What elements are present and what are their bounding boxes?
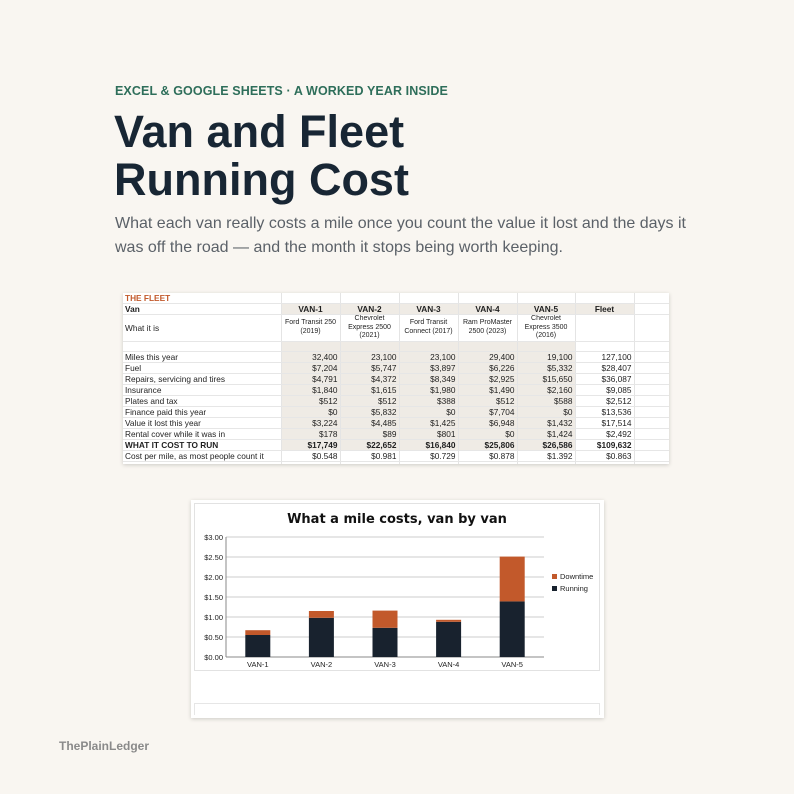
table-row: [123, 351, 669, 362]
value-cell[interactable]: $388: [399, 395, 458, 406]
value-cell[interactable]: $0: [281, 406, 340, 417]
sheet-cell[interactable]: [575, 341, 634, 351]
column-header[interactable]: Fleet: [575, 304, 634, 315]
column-header[interactable]: VAN-3: [399, 304, 458, 315]
value-cell[interactable]: $1,840: [281, 384, 340, 395]
per-mile-cell[interactable]: $1.392: [517, 450, 575, 461]
sheet-cell[interactable]: [634, 450, 669, 461]
row-label[interactable]: What it is: [123, 315, 281, 342]
value-cell[interactable]: $7,204: [281, 362, 340, 373]
legend-label-downtime: Downtime: [560, 572, 594, 581]
sheet-cell[interactable]: [123, 461, 281, 464]
y-tick-label: $0.50: [204, 633, 223, 642]
table-row: [123, 417, 669, 428]
blank-row: [123, 341, 669, 351]
value-cell[interactable]: $8,349: [399, 373, 458, 384]
sheet-cell[interactable]: [281, 341, 340, 351]
fleet-spreadsheet[interactable]: [123, 293, 669, 464]
value-cell[interactable]: $1,432: [517, 417, 575, 428]
value-cell[interactable]: 23,100: [399, 351, 458, 362]
sheet-cell[interactable]: [281, 461, 340, 464]
value-cell[interactable]: $3,897: [399, 362, 458, 373]
section-title[interactable]: THE FLEET: [123, 293, 281, 304]
what-row: [123, 315, 669, 342]
cost-per-mile-chart: [195, 504, 601, 672]
sheet-cell[interactable]: [634, 395, 669, 406]
bar-downtime-van-2: [309, 611, 334, 618]
x-tick-label: VAN-2: [310, 660, 333, 669]
row-label[interactable]: Finance paid this year: [123, 406, 281, 417]
title-line-2: Running Cost: [114, 154, 409, 205]
y-tick-label: $1.00: [204, 613, 223, 622]
table-row: [123, 384, 669, 395]
bar-downtime-van-4: [436, 620, 461, 622]
total-cell[interactable]: $26,586: [517, 439, 575, 450]
sheet-cell[interactable]: [634, 351, 669, 362]
sheet-strip: [194, 703, 600, 715]
table-row: [123, 395, 669, 406]
value-cell[interactable]: $6,948: [458, 417, 517, 428]
sheet-cell[interactable]: [634, 304, 669, 315]
value-cell[interactable]: $36,087: [575, 373, 634, 384]
value-cell[interactable]: 32,400: [281, 351, 340, 362]
value-cell[interactable]: $801: [399, 428, 458, 439]
value-cell[interactable]: $512: [281, 395, 340, 406]
per-mile-cell[interactable]: $0.729: [399, 450, 458, 461]
sheet-cell[interactable]: [458, 293, 517, 304]
sheet-cell[interactable]: [517, 341, 575, 351]
x-tick-label: VAN-3: [374, 660, 396, 669]
bar-downtime-van-3: [373, 611, 398, 628]
legend-swatch-downtime: [552, 574, 557, 579]
sheet-cell[interactable]: [575, 461, 634, 464]
sheet-cell[interactable]: [458, 341, 517, 351]
sheet-cell[interactable]: [634, 406, 669, 417]
value-cell[interactable]: $0: [517, 406, 575, 417]
sheet-cell[interactable]: [399, 461, 458, 464]
sheet-cell[interactable]: [634, 315, 669, 342]
y-tick-label: $2.50: [204, 553, 223, 562]
value-cell[interactable]: $15,650: [517, 373, 575, 384]
value-cell[interactable]: $2,492: [575, 428, 634, 439]
column-header[interactable]: VAN-2: [340, 304, 399, 315]
column-header[interactable]: VAN-1: [281, 304, 340, 315]
bar-running-van-1: [245, 635, 270, 657]
row-label[interactable]: Cost per mile, as most people count it: [123, 450, 281, 461]
value-cell[interactable]: $2,925: [458, 373, 517, 384]
sheet-cell[interactable]: [281, 293, 340, 304]
column-header[interactable]: VAN-5: [517, 304, 575, 315]
bar-downtime-van-5: [500, 557, 525, 602]
value-cell[interactable]: 29,400: [458, 351, 517, 362]
y-tick-label: $0.00: [204, 653, 223, 662]
x-tick-label: VAN-4: [437, 660, 460, 669]
value-cell[interactable]: $13,536: [575, 406, 634, 417]
table-row: [123, 362, 669, 373]
value-cell[interactable]: $9,085: [575, 384, 634, 395]
column-header[interactable]: VAN-4: [458, 304, 517, 315]
chart-title: What a mile costs, van by van: [287, 512, 507, 527]
table-row: [123, 406, 669, 417]
page-title: [114, 108, 714, 204]
value-cell[interactable]: 23,100: [340, 351, 399, 362]
sheet-cell[interactable]: [634, 293, 669, 304]
table-row: [123, 428, 669, 439]
legend-label-running: Running: [560, 584, 588, 593]
kicker: EXCEL & GOOGLE SHEETS · A WORKED YEAR INSIDE: [115, 84, 448, 98]
sheet-cell[interactable]: [517, 461, 575, 464]
column-header[interactable]: Van: [123, 304, 281, 315]
row-label[interactable]: Insurance: [123, 384, 281, 395]
legend-swatch-running: [552, 586, 557, 591]
vehicle-model[interactable]: Chevrolet Express 3500 (2016): [517, 315, 575, 342]
bar-running-van-2: [309, 618, 334, 657]
value-cell[interactable]: $1,980: [399, 384, 458, 395]
sheet-cell[interactable]: [634, 384, 669, 395]
sheet-cell[interactable]: [123, 341, 281, 351]
value-cell[interactable]: 19,100: [517, 351, 575, 362]
chart-area: [194, 503, 600, 671]
fleet-table: [123, 293, 669, 464]
value-cell[interactable]: $3,224: [281, 417, 340, 428]
sheet-cell[interactable]: [634, 461, 669, 464]
x-tick-label: VAN-5: [501, 660, 523, 669]
sheet-cell[interactable]: [634, 428, 669, 439]
row-label[interactable]: Plates and tax: [123, 395, 281, 406]
total-cell[interactable]: $22,652: [340, 439, 399, 450]
value-cell[interactable]: $7,704: [458, 406, 517, 417]
bar-downtime-van-1: [245, 630, 270, 635]
value-cell[interactable]: $6,226: [458, 362, 517, 373]
row-label[interactable]: Fuel: [123, 362, 281, 373]
per-mile-cell[interactable]: $0.863: [575, 450, 634, 461]
value-cell[interactable]: $5,332: [517, 362, 575, 373]
column-header-row: [123, 304, 669, 315]
total-cell[interactable]: $25,806: [458, 439, 517, 450]
per-mile-cell[interactable]: $0.981: [340, 450, 399, 461]
subtitle: What each van really costs a mile once you count the value it lost and the days it was off the road — and the month it stops being worth keeping.: [115, 215, 686, 256]
sheet-cell[interactable]: [634, 373, 669, 384]
value-cell[interactable]: $5,747: [340, 362, 399, 373]
bar-running-van-5: [500, 601, 525, 657]
value-cell[interactable]: $17,514: [575, 417, 634, 428]
value-cell[interactable]: $0: [399, 406, 458, 417]
brand-name: ThePlainLedger: [59, 739, 150, 753]
sheet-cell[interactable]: [458, 461, 517, 464]
value-cell[interactable]: $2,512: [575, 395, 634, 406]
row-label[interactable]: Miles this year: [123, 351, 281, 362]
total-cell[interactable]: $109,632: [575, 439, 634, 450]
row-label[interactable]: Repairs, servicing and tires: [123, 373, 281, 384]
value-cell[interactable]: $2,160: [517, 384, 575, 395]
sheet-cell[interactable]: [340, 461, 399, 464]
sheet-cell[interactable]: [575, 293, 634, 304]
value-cell[interactable]: $1,425: [399, 417, 458, 428]
value-cell[interactable]: $512: [458, 395, 517, 406]
x-tick-label: VAN-1: [247, 660, 269, 669]
row-label[interactable]: WHAT IT COST TO RUN: [123, 439, 281, 450]
blank-row: [123, 461, 669, 464]
table-row: [123, 373, 669, 384]
value-cell[interactable]: $1,615: [340, 384, 399, 395]
sheet-cell[interactable]: [399, 341, 458, 351]
sheet-cell[interactable]: [634, 362, 669, 373]
total-cell[interactable]: $17,749: [281, 439, 340, 450]
value-cell[interactable]: $588: [517, 395, 575, 406]
sheet-cell[interactable]: [340, 341, 399, 351]
sheet-cell[interactable]: [634, 439, 669, 450]
y-tick-label: $3.00: [204, 533, 223, 542]
vehicle-model[interactable]: Ford Transit Connect (2017): [399, 315, 458, 342]
vehicle-model[interactable]: Chevrolet Express 2500 (2021): [340, 315, 399, 342]
value-cell[interactable]: $28,407: [575, 362, 634, 373]
value-cell[interactable]: $89: [340, 428, 399, 439]
value-cell[interactable]: $178: [281, 428, 340, 439]
chart-panel[interactable]: [191, 500, 604, 718]
bar-running-van-3: [373, 628, 398, 657]
total-row: [123, 439, 669, 450]
per-mile-row: [123, 450, 669, 461]
value-cell[interactable]: $5,832: [340, 406, 399, 417]
value-cell[interactable]: $1,490: [458, 384, 517, 395]
value-cell[interactable]: $4,791: [281, 373, 340, 384]
sheet-cell[interactable]: [517, 293, 575, 304]
value-cell[interactable]: $0: [458, 428, 517, 439]
vehicle-model[interactable]: Ford Transit 250 (2019): [281, 315, 340, 342]
sheet-cell[interactable]: [634, 341, 669, 351]
value-cell[interactable]: $4,372: [340, 373, 399, 384]
value-cell[interactable]: $4,485: [340, 417, 399, 428]
value-cell[interactable]: $1,424: [517, 428, 575, 439]
per-mile-cell[interactable]: $0.878: [458, 450, 517, 461]
y-tick-label: $1.50: [204, 593, 223, 602]
title-line-1: Van and Fleet: [114, 106, 405, 157]
sheet-cell[interactable]: [399, 293, 458, 304]
value-cell[interactable]: 127,100: [575, 351, 634, 362]
per-mile-cell[interactable]: $0.548: [281, 450, 340, 461]
section-row: [123, 293, 669, 304]
vehicle-model[interactable]: Ram ProMaster 2500 (2023): [458, 315, 517, 342]
sheet-cell[interactable]: [634, 417, 669, 428]
total-cell[interactable]: $16,840: [399, 439, 458, 450]
vehicle-model[interactable]: [575, 315, 634, 342]
sheet-cell[interactable]: [340, 293, 399, 304]
row-label[interactable]: Value it lost this year: [123, 417, 281, 428]
bar-running-van-4: [436, 622, 461, 657]
row-label[interactable]: Rental cover while it was in: [123, 428, 281, 439]
y-tick-label: $2.00: [204, 573, 223, 582]
value-cell[interactable]: $512: [340, 395, 399, 406]
